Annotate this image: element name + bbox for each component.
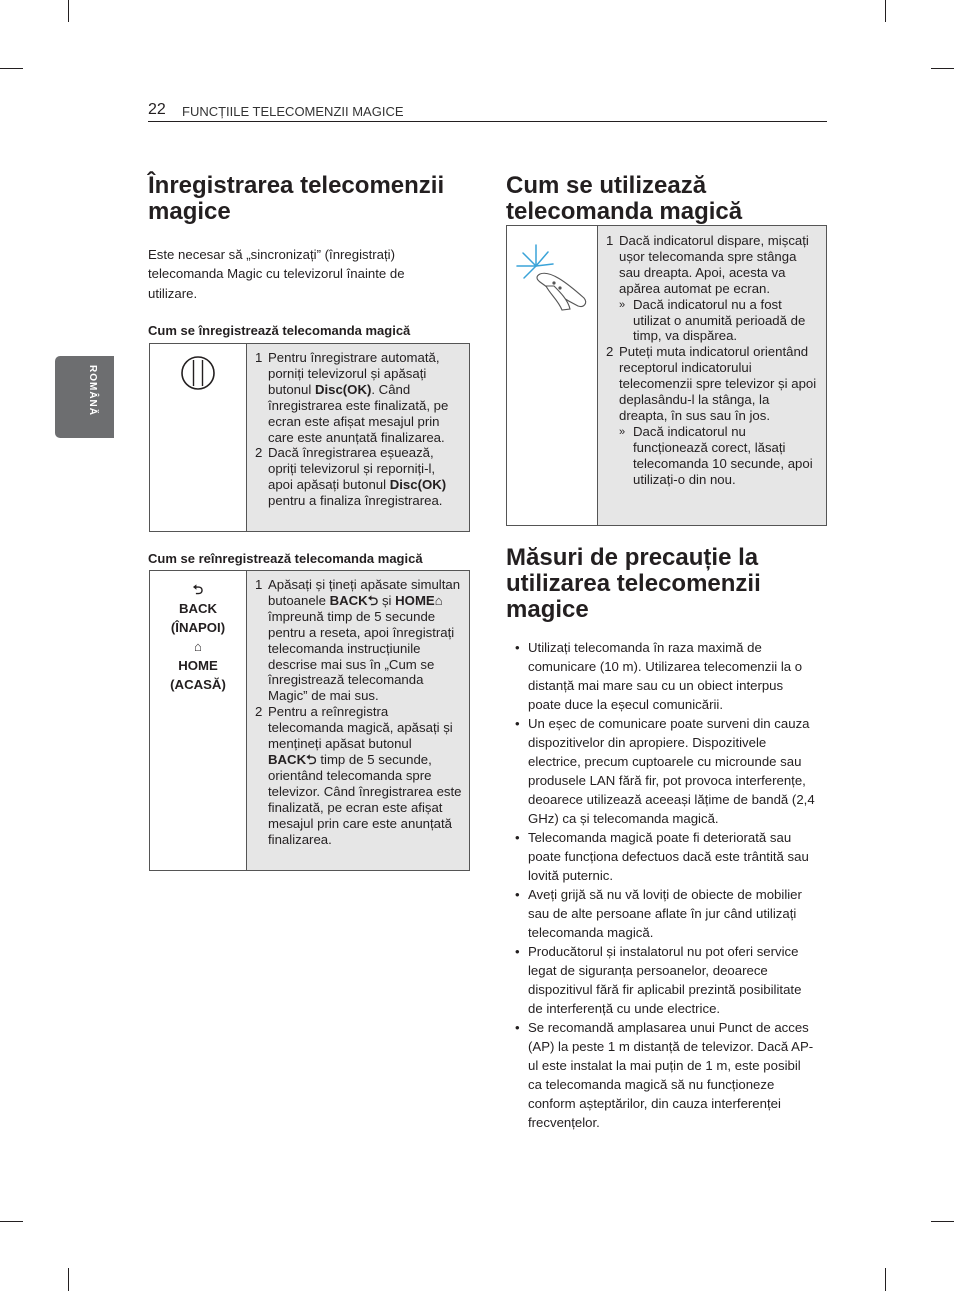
home-label: (ACASĂ) xyxy=(170,677,226,692)
precautions-list xyxy=(506,638,818,1132)
bullet-text: Producătorul și instalatorul nu pot oferi service legat de siguranța persoanelor, deoarece dispozitivul fără fir aplicabil prezintă posibilitate de interferență cu unde electrice. xyxy=(528,944,802,1016)
icon-cell xyxy=(150,571,247,871)
bullet-text: Un eșec de comunicare poate surveni din cauza dispozitivelor din apropiere. Dispozitivele electrice, precum cuptoarele cu microunde sau produsele LAN fără fir, pot provoca interferențe, deoarece utilizează aceeași lățime de bandă (2,4 GHz) ca și telecomanda magică. xyxy=(528,716,815,826)
note-text: Dacă indicatorul nu funcționează corect, lăsați telecomanda 10 secunde, apoi utilizați-o din nou. xyxy=(633,423,813,487)
steps-list xyxy=(255,350,463,509)
step-item xyxy=(255,445,463,509)
title-line: Cum se utilizează xyxy=(506,172,707,199)
back-label: BACK xyxy=(329,592,368,608)
back-label: (ÎNAPOI) xyxy=(170,620,226,635)
step-note xyxy=(619,297,820,345)
step-number: 2 xyxy=(255,704,263,720)
register-table xyxy=(149,343,470,532)
steps-cell xyxy=(247,571,470,871)
crop-mark xyxy=(0,68,23,69)
crop-mark xyxy=(0,1221,23,1222)
step-text: Dacă înregistrarea eșuează, opriți televizorul și reporniți-l, apoi apăsați butonul xyxy=(268,445,436,493)
step-text: Puteți muta indicatorul orientând receptorul indicatorului telecomenzii spre televizor și apoi deplasându-l la stânga, la dreapta, în sus sau în jos. xyxy=(619,344,817,423)
page-number: 22 xyxy=(148,101,166,118)
subheading-register: Cum se înregistrează telecomanda magică xyxy=(148,323,411,338)
step-number: 1 xyxy=(255,350,263,365)
remote-pointer-icon xyxy=(510,238,594,318)
crop-mark xyxy=(68,0,69,22)
section-title-precautions xyxy=(506,545,836,623)
steps-list xyxy=(606,233,820,488)
title-line: magice xyxy=(506,596,589,623)
list-item xyxy=(506,828,818,885)
step-number: 1 xyxy=(606,233,614,248)
bullet-text: Aveți grijă să nu vă loviți de obiecte de mobilier sau de alte persoane aflate în jur când utilizați telecomanda magică. xyxy=(528,887,802,940)
bullet-marker: • xyxy=(515,1020,520,1035)
crop-mark xyxy=(68,1268,69,1291)
icon-cell xyxy=(150,344,247,532)
crop-mark xyxy=(931,1221,954,1222)
home-label: HOME xyxy=(178,658,218,673)
step-item xyxy=(606,233,820,344)
step-note xyxy=(619,424,820,488)
bullet-marker: • xyxy=(515,716,520,731)
step-number: 2 xyxy=(255,445,263,461)
steps-list xyxy=(255,577,463,847)
step-item xyxy=(255,577,463,704)
back-icon: ⮌ xyxy=(367,592,379,608)
intro-line: Este necesar să „sincronizați” (înregistrați) xyxy=(148,247,395,262)
step-text: Pentru înregistrare automată, porniți televizorul și apăsați butonul xyxy=(268,350,440,397)
step-number: 1 xyxy=(255,577,263,592)
disc-ok-label: Disc(OK) xyxy=(314,381,372,397)
bullet-marker: • xyxy=(515,640,520,655)
title-line: telecomanda magică xyxy=(506,198,743,225)
home-icon: ⌂ xyxy=(434,592,443,608)
wheel-button-icon xyxy=(178,353,218,393)
home-icon: ⌂ xyxy=(194,639,202,654)
step-text: Dacă indicatorul dispare, mișcați ușor telecomanda spre stânga sau dreapta. Apoi, acesta va apărea automat pe ecran. xyxy=(619,233,809,296)
step-number: 2 xyxy=(606,344,614,360)
running-header: FUNCȚIILE TELECOMENZII MAGICE xyxy=(182,104,404,119)
note-marker: » xyxy=(619,425,626,438)
intro-line: telecomanda Magic cu televizorul înainte de xyxy=(148,266,405,282)
crop-mark xyxy=(885,1268,886,1291)
title-line: Înregistrarea telecomenzii xyxy=(148,172,445,199)
list-item xyxy=(506,1018,818,1132)
note-text: Dacă indicatorul nu a fost utilizat o anumită perioadă de timp, va dispărea. xyxy=(633,296,806,344)
back-label: BACK xyxy=(268,751,307,767)
back-icon: ⮌ xyxy=(192,582,204,597)
header-rule xyxy=(148,121,827,122)
bullet-text: Se recomandă amplasarea unui Punct de acces (AP) la peste 1 m distanță de televizor. Dacă AP-ul este instalat la mai puțin de 1 m, este posibil ca telecomanda magică să nu funcționeze conform așteptărilor, din cauza interferenței frecvențelor. xyxy=(528,1020,814,1130)
title-line: Măsuri de precauție la xyxy=(506,544,759,571)
step-text: împreună timp de 5 secunde pentru a reseta, apoi înregistrați telecomanda instrucțiunile descrise mai sus în „Cum se înregistrează telecomanda Magic” de mai sus. xyxy=(268,608,455,704)
bullet-marker: • xyxy=(515,887,520,902)
step-text: . Când înregistrarea este finalizată, pe ecran este afișat mesajul prin care este anunțată finalizarea. xyxy=(268,381,449,445)
bullet-marker: • xyxy=(515,830,520,845)
crop-mark xyxy=(885,0,886,22)
disc-ok-label: Disc(OK) xyxy=(389,477,447,493)
section-title-usage xyxy=(506,173,836,225)
home-label: HOME xyxy=(395,592,435,608)
step-item xyxy=(606,344,820,487)
step-item xyxy=(255,350,463,445)
back-icon: ⮌ xyxy=(306,751,317,767)
title-line: utilizarea telecomenzii xyxy=(506,570,761,597)
step-text: timp de 5 secunde, orientând telecomanda spre televizor. Când înregistrarea este finalizată, pe ecran este afișat mesajul prin care este anunțată finalizarea. xyxy=(268,751,462,847)
bullet-text: Telecomanda magică poate fi deteriorată sau poate funcționa defectuos dacă este trântită sau lovită puternic. xyxy=(528,830,809,883)
usage-table xyxy=(506,225,827,526)
reregister-table xyxy=(149,570,470,871)
steps-cell xyxy=(247,344,470,532)
icon-cell xyxy=(507,226,598,526)
list-item xyxy=(506,638,818,714)
intro-line: utilizare. xyxy=(148,285,198,301)
intro-paragraph xyxy=(148,245,468,303)
back-label: BACK xyxy=(178,601,218,616)
step-text: Pentru a reînregistra telecomanda magică, apăsați și mențineți apăsat butonul xyxy=(268,704,453,752)
note-marker: » xyxy=(619,298,626,311)
step-text: Apăsați și țineți apăsate simultan butoanele xyxy=(268,577,461,608)
language-tab xyxy=(55,356,114,438)
subheading-reregister: Cum se reînregistrează telecomanda magică xyxy=(148,551,423,566)
crop-mark xyxy=(931,68,954,69)
bullet-text: Utilizați telecomanda în raza maximă de comunicare (10 m). Utilizarea telecomenzii la o distanță mai mare sau cu un obiect interpus poate duce la eșecul comunicării. xyxy=(528,640,803,712)
steps-cell xyxy=(598,226,827,526)
language-tab-label: ROMÂNĂ xyxy=(87,365,98,416)
list-item xyxy=(506,714,818,828)
list-item xyxy=(506,942,818,1018)
step-item xyxy=(255,704,463,847)
title-line: magice xyxy=(148,198,231,225)
section-title-registration xyxy=(148,173,478,225)
bullet-marker: • xyxy=(515,944,520,959)
step-text: și xyxy=(378,592,396,608)
step-text: pentru a finaliza înregistrarea. xyxy=(268,493,443,509)
list-item xyxy=(506,885,818,942)
